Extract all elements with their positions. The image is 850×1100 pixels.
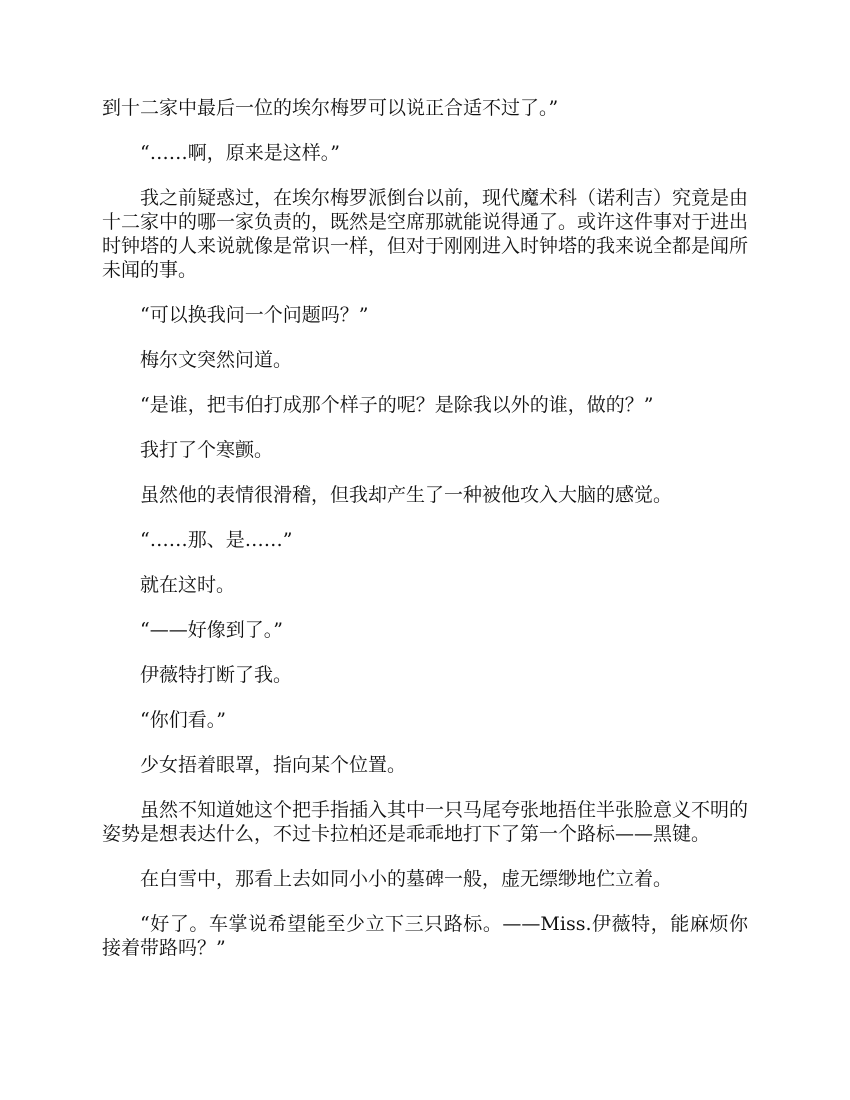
paragraph-8: 虽然他的表情很滑稽，但我却产生了一种被他攻入大脑的感觉。 — [140, 484, 673, 506]
paragraph-2: “……啊，原来是这样。” — [140, 142, 340, 164]
paragraph-17: “好了。车掌说希望能至少立下三只路标。——Miss.伊薇特，能麻烦你接着带路吗？” — [102, 913, 748, 959]
paragraph-16: 在白雪中，那看上去如同小小的墓碑一般，虚无缥缈地伫立着。 — [140, 868, 673, 890]
document-page — [102, 96, 748, 981]
paragraph-12: 伊薇特打断了我。 — [140, 664, 293, 686]
paragraph-10: 就在这时。 — [140, 574, 236, 596]
paragraph-1: 到十二家中最后一位的埃尔梅罗可以说正合适不过了。” — [102, 97, 559, 119]
paragraph-7: 我打了个寒颤。 — [140, 439, 274, 461]
paragraph-5: 梅尔文突然问道。 — [140, 349, 293, 371]
paragraph-13: “你们看。” — [140, 709, 226, 731]
paragraph-6: “是谁，把韦伯打成那个样子的呢？是除我以外的谁，做的？” — [140, 394, 654, 416]
paragraph-14: 少女捂着眼罩，指向某个位置。 — [140, 754, 407, 776]
paragraph-15: 虽然不知道她这个把手指插入其中一只马尾夸张地捂住半张脸意义不明的姿势是想表达什么，不过卡拉柏还是乖乖地打下了第一个路标——黑键。 — [102, 799, 749, 845]
paragraph-3: 我之前疑惑过，在埃尔梅罗派倒台以前，现代魔术科（诺利吉）究竟是由十二家中的哪一家负责的，既然是空席那就能说得通了。或许这件事对于进出时钟塔的人来说就像是常识一样，但对于刚刚进入时钟塔的我来说全都是闻所未闻的事。 — [102, 187, 749, 281]
paragraph-4: “可以换我问一个问题吗？” — [140, 304, 369, 326]
paragraph-9: “……那、是……” — [140, 529, 293, 551]
paragraph-11: “——好像到了。” — [140, 619, 283, 641]
